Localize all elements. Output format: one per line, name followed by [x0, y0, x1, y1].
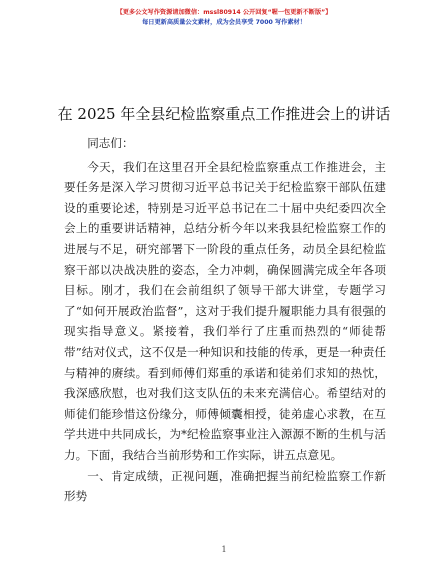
section-heading-1: 一、肯定成绩，正视问题，准确把握当前纪检监察工作新形势	[64, 468, 386, 504]
document-body	[64, 133, 386, 507]
page-number: 1	[221, 545, 227, 554]
body-paragraph-1: 今天，我们在这里召开全县纪检监察重点工作推进会，主要任务是深入学习贯彻习近平总书记关于纪检监察干部队伍建设的重要论述，特别是习近平总书记在二十届中央纪委四次全会上的重要讲话精神，总结分析今年以来我县纪检监察工作的进展与不足，研究部署下一阶段的重点任务，动员全县纪检监察干部以决战决胜的姿态，全力冲刺，确保圆满完成全年各项目标。刚才，我们在会前组织了领导干部大讲堂，专题学习了“如何开展政治监督”，这对于我们提升履职能力具有很强的现实指导意义。紧接着，我们举行了庄重而热烈的“师徒帮带”结对仪式，这不仅是一种知识和技能的传承，更是一种责任与精神的赓续。看到师傅们郑重的承诺和徒弟们求知的热忱，我深感欣慰，也对我们这支队伍的未来充满信心。希望结对的师徒们能珍惜这份缘分，师傅倾囊相授，徒弟虚心求教，在互学共进中共同成长，为*纪检监察事业注入源源不断的生机与活力。下面，我结合当前形势和工作实际，讲五点意见。	[64, 159, 386, 462]
salutation: 同志们：	[87, 136, 134, 150]
promo-banner-line-1: 【更多公文写作资源请加微信：mssl80914 公开回复“喔一包更新不断版”】	[116, 9, 332, 16]
document-title: 在 2025 年全县纪检监察重点工作推进会上的讲话	[57, 105, 391, 124]
promo-banner	[0, 8, 448, 28]
promo-banner-line-2: 每日更新高质量公文素材，成为会员享受 7000 写作素材！	[142, 19, 306, 26]
